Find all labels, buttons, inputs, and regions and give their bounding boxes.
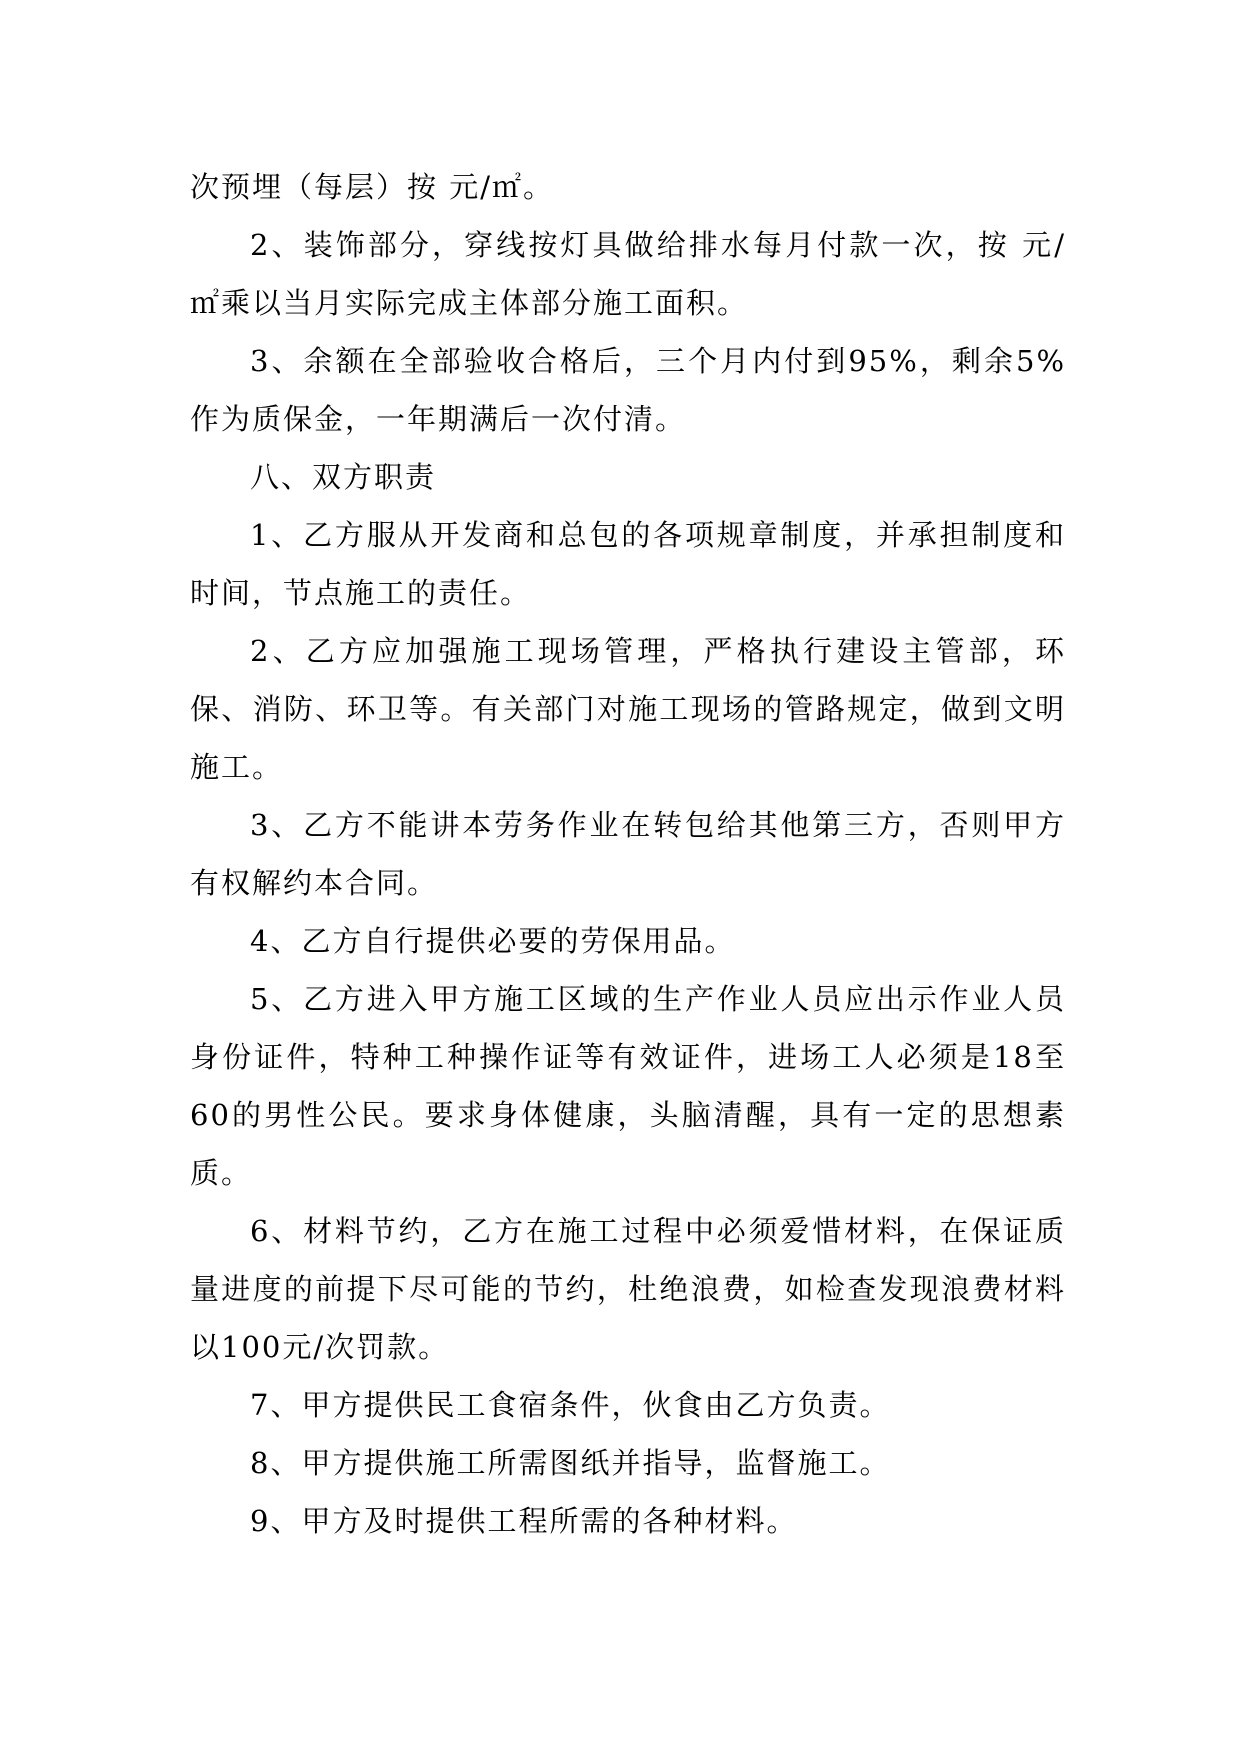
paragraph-duty-7: 7、甲方提供民工食宿条件，伙食由乙方负责。 (250, 1388, 891, 1422)
paragraph-continuation: 次预埋（每层）按 元/㎡。 (190, 170, 554, 204)
paragraph-duty-2: 2、乙方应加强施工现场管理，严格执行建设主管部，环保、消防、环卫等。有关部门对施工现场的管路规定，做到文明施工。 (190, 634, 1066, 784)
paragraph-duty-3: 3、乙方不能讲本劳务作业在转包给其他第三方，否则甲方有权解约本合同。 (190, 808, 1066, 900)
section-heading-duties: 八、双方职责 (250, 460, 437, 494)
paragraph-duty-1: 1、乙方服从开发商和总包的各项规章制度，并承担制度和时间，节点施工的责任。 (190, 518, 1066, 610)
paragraph-clause-2-decoration: 2、装饰部分，穿线按灯具做给排水每月付款一次，按 元/㎡乘以当月实际完成主体部分施工面积。 (190, 228, 1066, 320)
paragraph-duty-4: 4、乙方自行提供必要的劳保用品。 (250, 924, 736, 958)
paragraph-clause-3-balance: 3、余额在全部验收合格后，三个月内付到95%，剩余5%作为质保金，一年期满后一次付清。 (190, 344, 1066, 436)
document-body (190, 158, 1066, 1550)
paragraph-duty-9: 9、甲方及时提供工程所需的各种材料。 (250, 1504, 798, 1538)
paragraph-duty-5: 5、乙方进入甲方施工区域的生产作业人员应出示作业人员身份证件，特种工种操作证等有效证件，进场工人必须是18至60的男性公民。要求身体健康，头脑清醒，具有一定的思想素质。 (190, 982, 1066, 1190)
paragraph-duty-8: 8、甲方提供施工所需图纸并指导，监督施工。 (250, 1446, 891, 1480)
paragraph-duty-6: 6、材料节约，乙方在施工过程中必须爱惜材料，在保证质量进度的前提下尽可能的节约，杜绝浪费，如检查发现浪费材料以100元/次罚款。 (190, 1214, 1066, 1364)
